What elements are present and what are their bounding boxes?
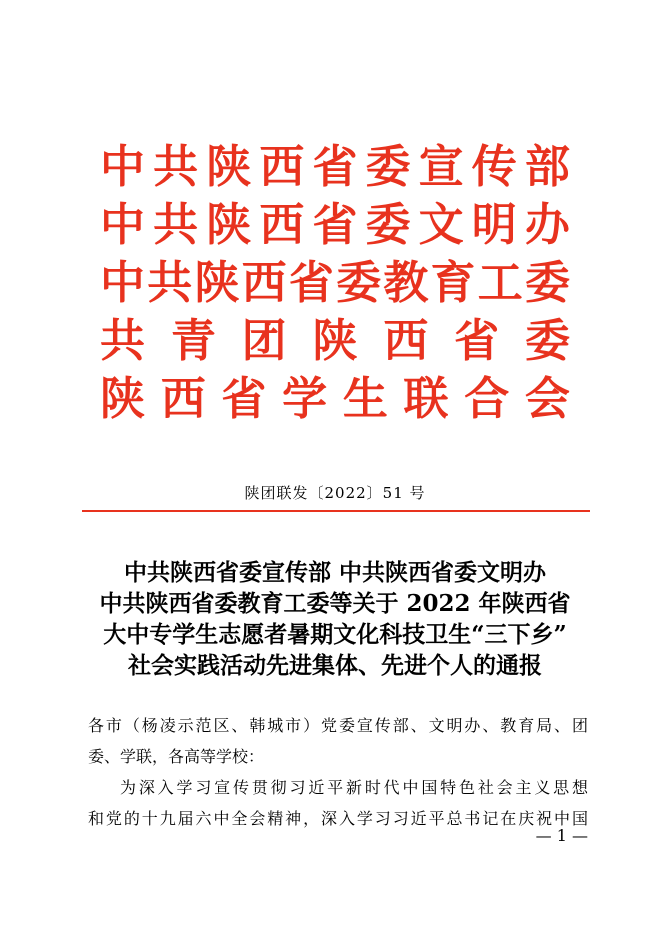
document-body: [88, 710, 588, 834]
title-line: 中共陕西省委教育工委等关于 2022 年陕西省: [99, 590, 571, 617]
body-line-addressee-cont: 委、学联，各高等学校：: [88, 747, 265, 766]
issuer-line-3: 中 共 陕 西 省 委 教 育 工 委: [100, 256, 570, 309]
issuer-line-4: 共 青 团 陕 西 省 委: [100, 314, 570, 367]
title-line: 大中专学生志愿者暑期文化科技卫生“三下乡”: [103, 621, 567, 648]
body-line-paragraph-cont: 和党的十九届六中全会精神，深入学习习近平总书记在庆祝中国: [88, 809, 588, 828]
issuer-line-5: 陕 西 省 学 生 联 合 会: [100, 372, 570, 425]
document-number: 陕团联发〔2022〕51 号: [244, 484, 426, 502]
document-title: [60, 557, 610, 681]
issuer-header: [100, 138, 570, 428]
body-line-paragraph: 为深入学习宣传贯彻习近平新时代中国特色社会主义思想: [120, 778, 588, 797]
title-line: 社会实践活动先进集体、先进个人的通报: [128, 652, 542, 679]
title-line: 中共陕西省委宣传部 中共陕西省委文明办: [123, 559, 546, 586]
red-divider-line: [82, 510, 590, 512]
issuer-line-2: 中 共 陕 西 省 委 文 明 办: [100, 198, 570, 251]
body-line-addressee: 各市（杨凌示范区、韩城市）党委宣传部、文明办、教育局、团: [88, 716, 588, 735]
issuer-line-1: 中 共 陕 西 省 委 宣 传 部: [100, 140, 570, 193]
page-number: — 1 —: [535, 826, 588, 845]
